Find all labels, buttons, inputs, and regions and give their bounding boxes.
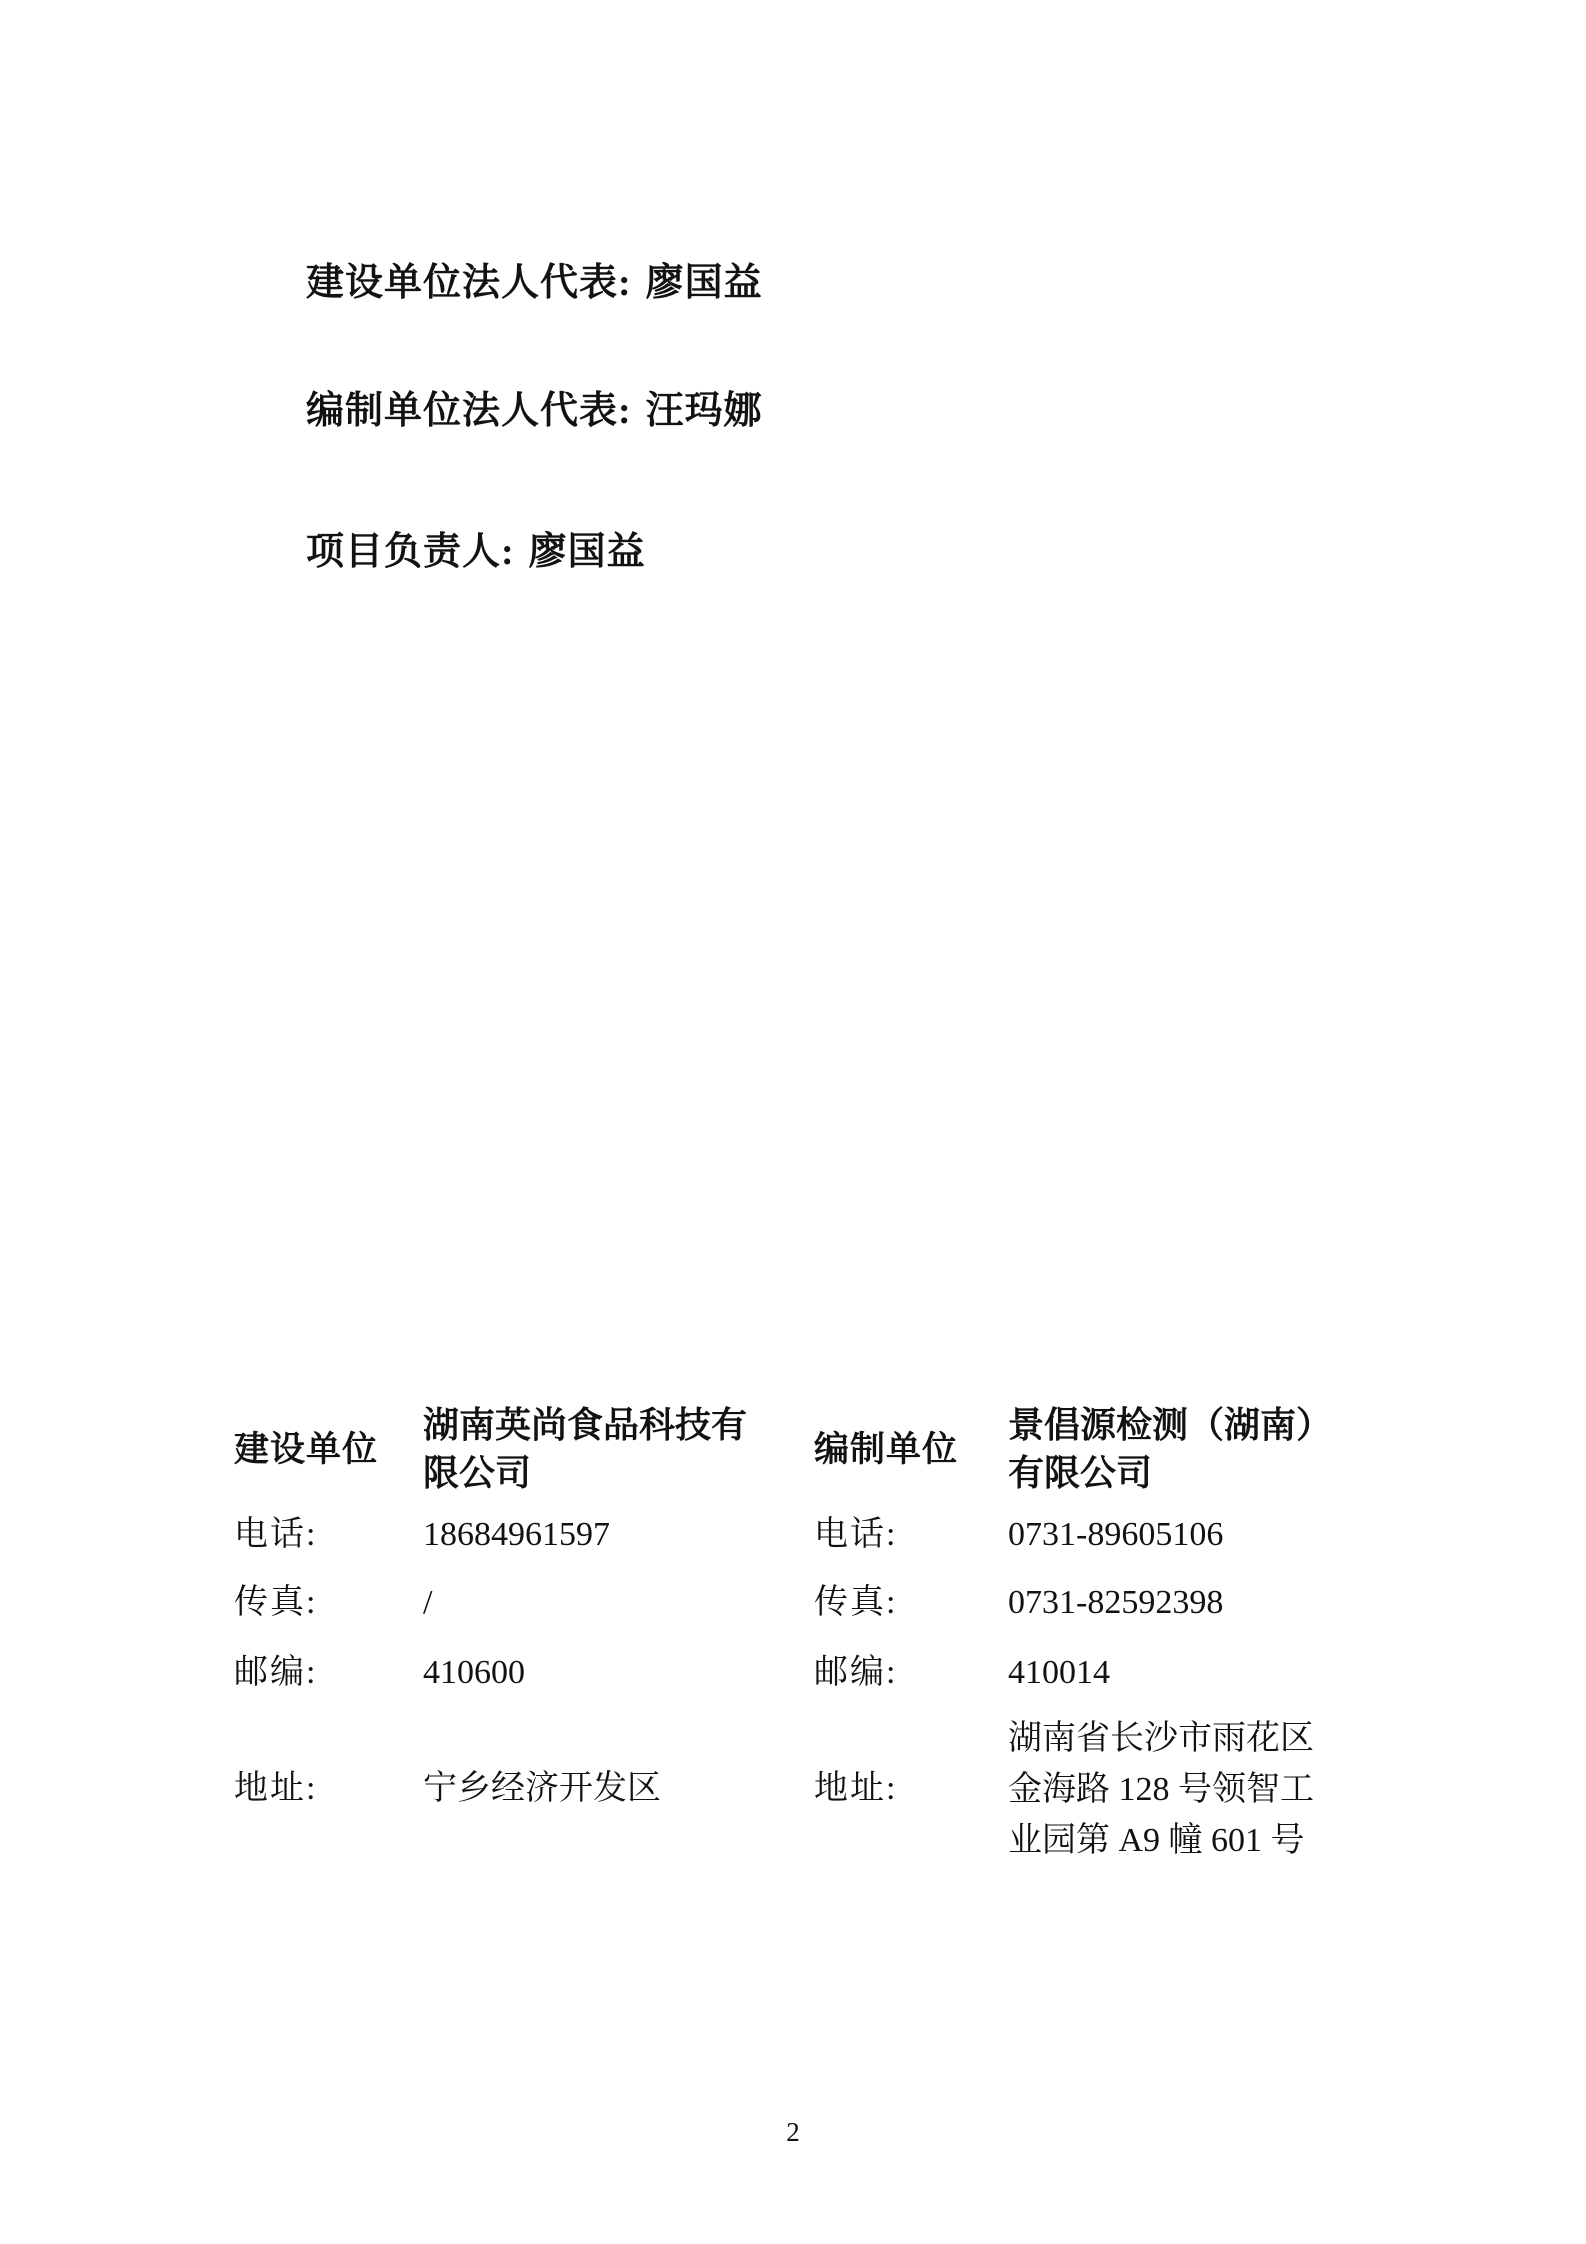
- construction-unit-legal-rep-value: 廖国益: [645, 262, 763, 304]
- contact-table: [234, 1398, 1360, 1870]
- construction-unit-label: 建设单位: [234, 1430, 379, 1470]
- compiling-fax-label: 传真:: [814, 1583, 898, 1621]
- project-leader-line: [306, 531, 646, 575]
- construction-phone-value: 18684961597: [423, 1515, 610, 1553]
- compiling-unit-legal-rep-value: 汪玛娜: [645, 390, 763, 432]
- construction-unit-legal-rep-line: [306, 262, 763, 306]
- compiling-postcode-value: 410014: [1008, 1653, 1110, 1691]
- compiling-address-value: 湖南省长沙市雨花区金海路 128 号领智工业园第 A9 幢 601 号: [1008, 1719, 1314, 1859]
- construction-postcode-label: 邮编:: [234, 1653, 318, 1691]
- compiling-address-label: 地址:: [814, 1769, 898, 1807]
- compiling-unit-name: 景倡源检测（湖南）有限公司: [1008, 1405, 1333, 1493]
- compiling-phone-value: 0731-89605106: [1008, 1515, 1224, 1553]
- construction-fax-label: 传真:: [234, 1583, 318, 1621]
- compiling-postcode-label: 邮编:: [814, 1653, 898, 1691]
- compiling-fax-value: 0731-82592398: [1008, 1583, 1224, 1621]
- compiling-unit-legal-rep-label: 编制单位法人代表:: [306, 390, 632, 432]
- construction-unit-legal-rep-label: 建设单位法人代表:: [306, 262, 632, 304]
- compiling-phone-label: 电话:: [814, 1515, 898, 1553]
- project-leader-label: 项目负责人:: [306, 531, 515, 573]
- construction-fax-value: /: [423, 1583, 433, 1621]
- compiling-unit-label: 编制单位: [814, 1430, 959, 1470]
- construction-phone-label: 电话:: [234, 1515, 318, 1553]
- project-leader-value: 廖国益: [528, 531, 646, 573]
- compiling-unit-legal-rep-line: [306, 390, 763, 434]
- construction-unit-name: 湖南英尚食品科技有限公司: [423, 1405, 748, 1493]
- construction-address-label: 地址:: [234, 1769, 318, 1807]
- construction-address-value: 宁乡经济开发区: [423, 1769, 661, 1807]
- page-number: 2: [786, 2117, 800, 2147]
- construction-postcode-value: 410600: [423, 1653, 525, 1691]
